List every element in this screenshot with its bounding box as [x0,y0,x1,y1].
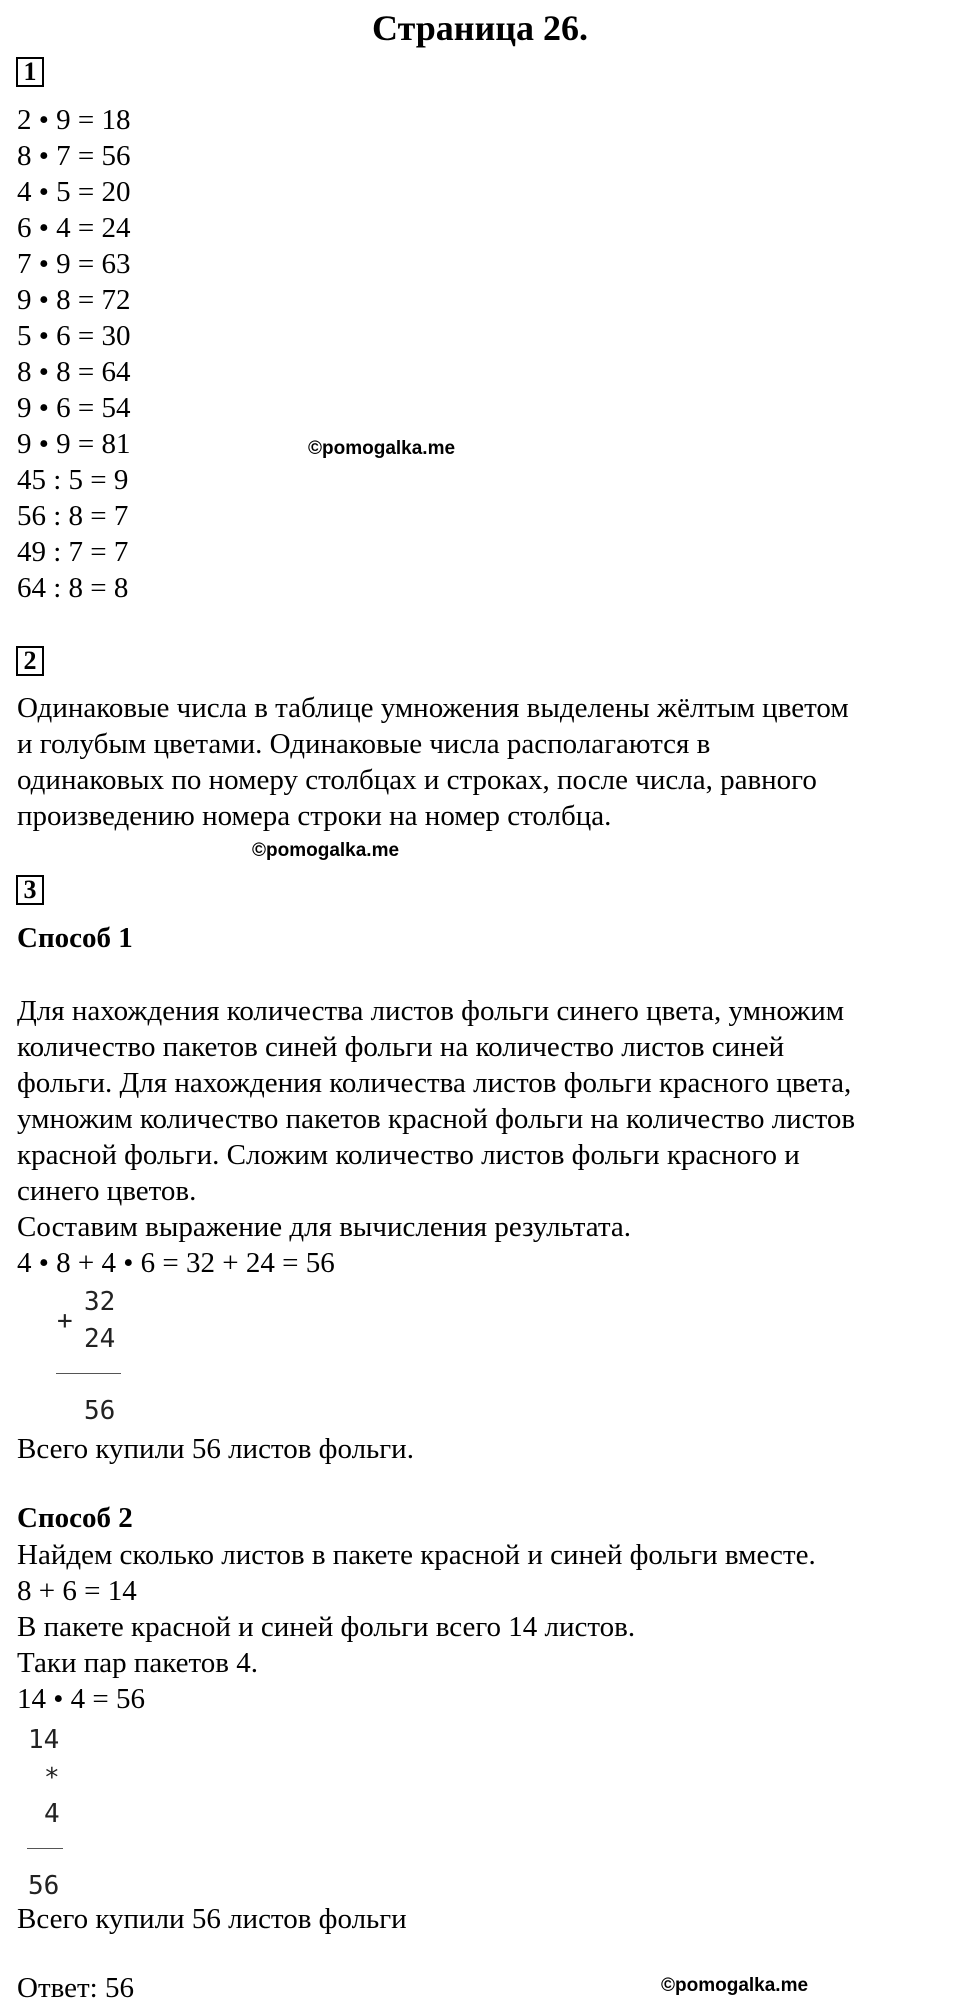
watermark: ©pomogalka.me [308,438,456,459]
column-multiplication-bottom: 4 [44,1799,60,1829]
task-1-number-badge: 1 [16,57,44,87]
equation-line: 6 • 4 = 24 [17,212,131,244]
task-3-number-badge: 3 [16,875,44,905]
text-line: произведению номера строки на номер столбца. [17,800,612,832]
text-line: Найдем сколько листов в пакете красной и синей фольги вместе. [17,1539,816,1571]
task-2-text [17,690,947,834]
column-addition-bottom: 24 [84,1324,116,1354]
equation-line: 49 : 7 = 7 [17,536,129,568]
text-line: синего цветов. [17,1175,197,1207]
text-line: Для нахождения количества листов фольги синего цвета, умножим [17,995,845,1027]
equation-line: 5 • 6 = 30 [17,320,131,352]
text-line: 8 + 6 = 14 [17,1575,137,1607]
text-line: количество пакетов синей фольги на количество листов синей [17,1031,785,1063]
text-line: умножим количество пакетов красной фольги на количество листов [17,1103,856,1135]
equation-line: 7 • 9 = 63 [17,248,131,280]
method-2-conclusion [17,1901,947,1937]
text-line: красной фольги. Сложим количество листов фольги красного и [17,1139,800,1171]
text-line: одинаковых по номеру столбцах и строках, после числа, равного [17,764,817,796]
equation-line: 8 • 7 = 56 [17,140,131,172]
method-2-text [17,1537,947,1717]
column-addition-top: 32 [84,1287,116,1317]
column-addition-operator: + [57,1306,73,1336]
equation-line: 56 : 8 = 7 [17,500,129,532]
equation-line: 8 • 8 = 64 [17,356,131,388]
equation-line: 45 : 5 = 9 [17,464,129,496]
equation-line: 4 • 5 = 20 [17,176,131,208]
text-line: 4 • 8 + 4 • 6 = 32 + 24 = 56 [17,1247,335,1279]
column-multiplication-rule [27,1848,63,1849]
equation-line: 9 • 9 = 81 [17,428,131,460]
column-addition-result: 56 [84,1396,116,1426]
conclusion-line: Всего купили 56 листов фольги [17,1903,407,1935]
equation-line: 9 • 6 = 54 [17,392,131,424]
task-1-equations [17,102,131,606]
column-multiplication-result: 56 [28,1871,60,1901]
method-1-text [17,993,947,1281]
text-line: Составим выражение для вычисления результата. [17,1211,632,1243]
equation-line: 9 • 8 = 72 [17,284,131,316]
watermark: ©pomogalka.me [661,1975,809,1996]
method-2-heading: Способ 2 [17,1502,133,1534]
column-multiplication-top: 14 [28,1725,60,1755]
answer-line: Ответ: 56 [17,1972,134,2004]
text-line: В пакете красной и синей фольги всего 14 листов. [17,1611,636,1643]
text-line: 14 • 4 = 56 [17,1683,146,1715]
watermark: ©pomogalka.me [252,840,400,861]
column-addition-rule [56,1373,121,1374]
conclusion-line: Всего купили 56 листов фольги. [17,1433,414,1465]
method-1-conclusion [17,1431,947,1467]
text-line: Таки пар пакетов 4. [17,1647,258,1679]
text-line: и голубым цветами. Одинаковые числа располагаются в [17,728,711,760]
column-multiplication-operator: * [44,1763,60,1793]
page-title: Страница 26. [372,8,588,48]
text-line: фольги. Для нахождения количества листов фольги красного цвета, [17,1067,852,1099]
equation-line: 64 : 8 = 8 [17,572,129,604]
method-1-heading: Способ 1 [17,922,133,954]
text-line: Одинаковые числа в таблице умножения выделены жёлтым цветом [17,692,849,724]
task-2-number-badge: 2 [16,646,44,676]
equation-line: 2 • 9 = 18 [17,104,131,136]
